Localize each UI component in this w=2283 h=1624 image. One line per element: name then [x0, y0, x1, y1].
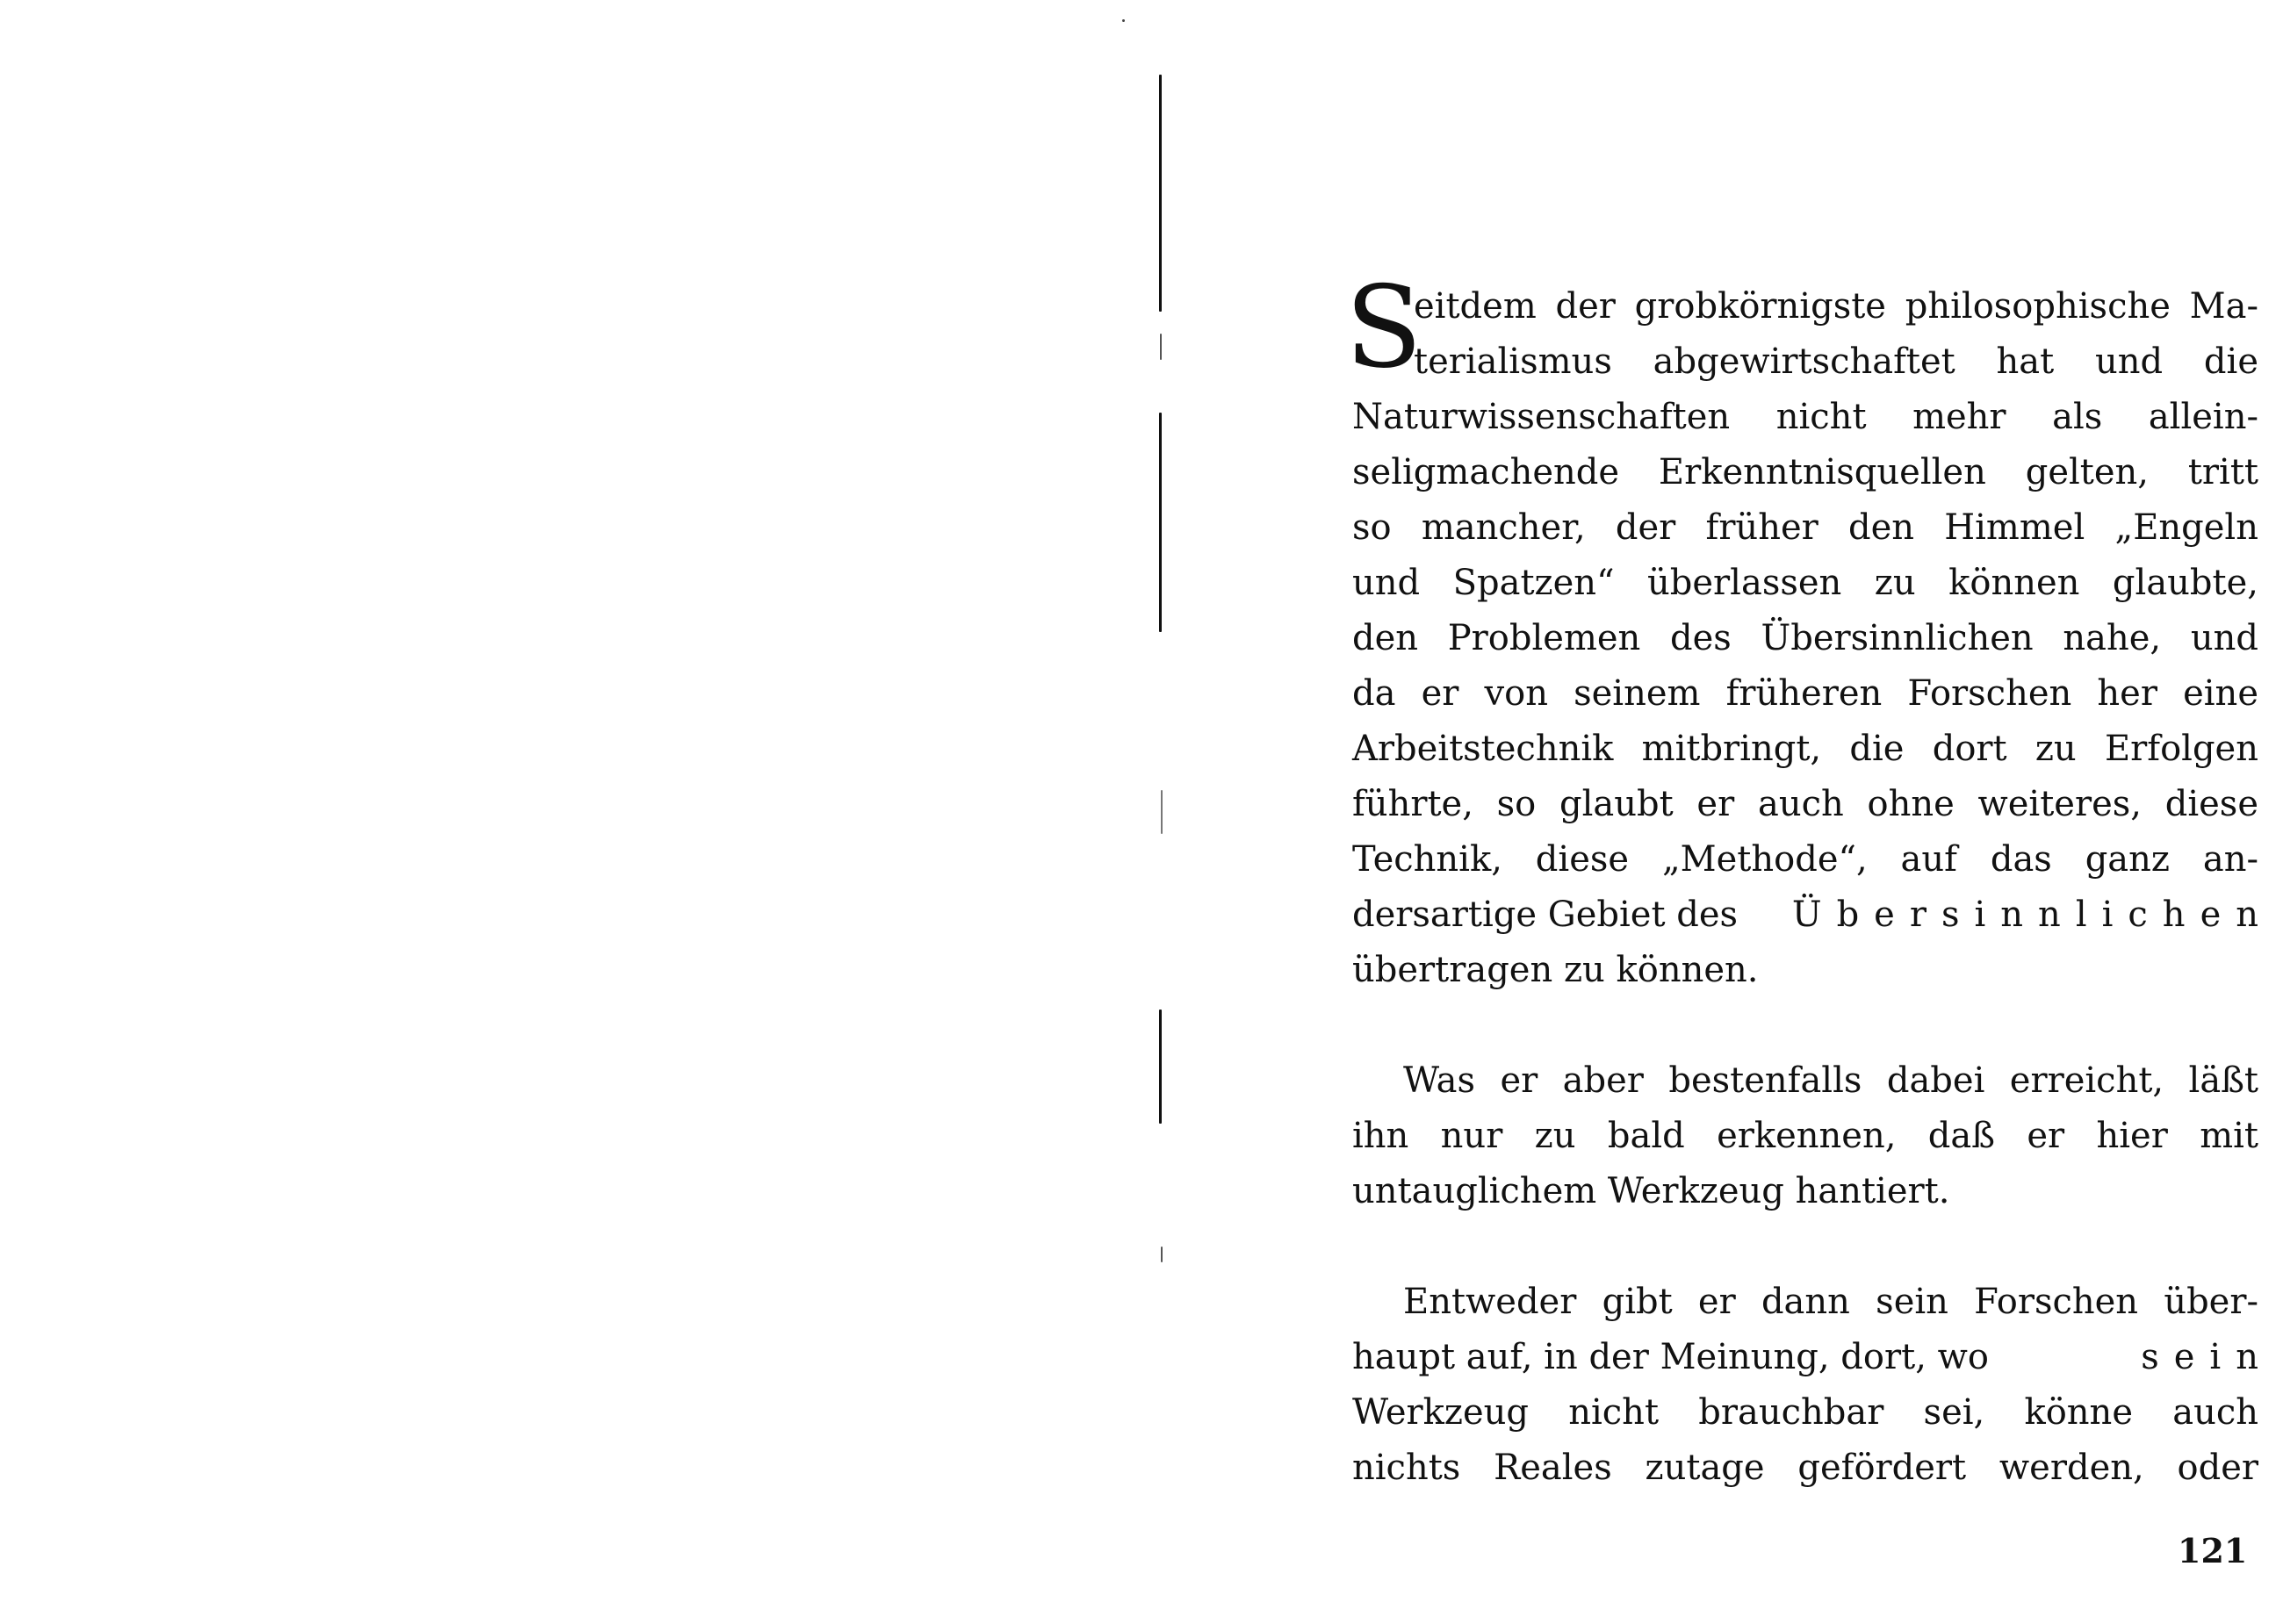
text-line: und Spatzen“ überlassen zu können glaubte, [1352, 563, 2258, 603]
text-line: da er von seinem früheren Forschen her eine [1352, 673, 2258, 714]
text-line: eitdem der grobkörnigste philosophische Ma- [1414, 286, 2258, 327]
text-line: Technik, diese „Methode“, auf das ganz an- [1352, 839, 2258, 880]
text-line: nichts Reales zutage gefördert werden, oder [1352, 1448, 2258, 1488]
text-line: seligmachende Erkenntnisquellen gelten, tritt [1352, 452, 2258, 492]
text-line [1352, 887, 2273, 943]
binding-gutter [1159, 0, 1177, 1624]
text-line-part: haupt auf, in der Meinung, dort, wo [1352, 1337, 1989, 1377]
text-line: untauglichem Werkzeug hantiert. [1352, 1171, 1950, 1211]
drop-cap: S [1345, 262, 1422, 393]
paragraph-gap [1352, 1219, 2258, 1275]
text-line: den Problemen des Übersinnlichen nahe, und [1352, 618, 2258, 658]
paragraph-2 [1352, 1053, 2258, 1219]
text-line-part: dersartige Gebiet des [1352, 895, 1739, 935]
text-line: terialismus abgewirtschaftet hat und die [1414, 341, 2258, 382]
text-line: Arbeitstechnik mitbringt, die dort zu Erfolgen [1352, 729, 2258, 769]
body-text [1345, 262, 2273, 1496]
text-line: Was er aber bestenfalls dabei erreicht, läßt [1403, 1060, 2258, 1101]
text-line: Naturwissenschaften nicht mehr als allein- [1352, 397, 2258, 437]
text-line: führte, so glaubt er auch ohne weiteres, diese [1352, 784, 2258, 824]
text-line: übertragen zu können. [1352, 950, 1759, 990]
text-line: so mancher, der früher den Himmel „Engeln [1352, 507, 2258, 548]
emphasized-word: Übersinnlichen [1791, 895, 2273, 935]
emphasized-word: sein [2141, 1337, 2273, 1377]
text-line: Werkzeug nicht brauchbar sei, könne auch [1352, 1392, 2258, 1433]
paragraph-3 [1352, 1275, 2273, 1496]
paragraph-1 [1345, 262, 2273, 998]
text-line [1352, 1330, 2273, 1385]
text-line: Entweder gibt er dann sein Forschen über- [1403, 1282, 2258, 1322]
page-number: 121 [2178, 1531, 2248, 1570]
paragraph-gap [1352, 998, 2258, 1053]
scan-speck [1122, 19, 1125, 22]
text-line: ihn nur zu bald erkennen, daß er hier mit [1352, 1116, 2258, 1156]
